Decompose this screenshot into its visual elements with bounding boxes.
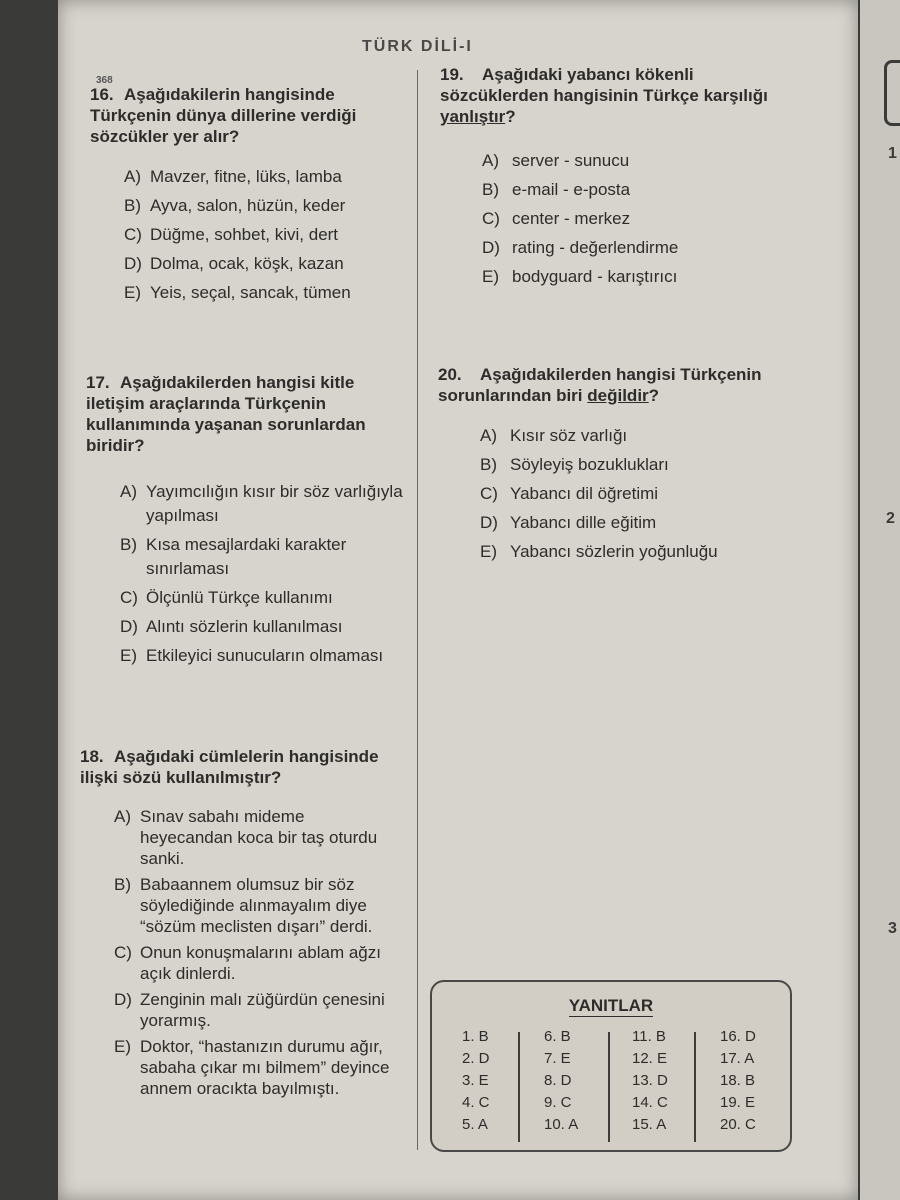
- option-b: B) Ayva, salon, hüzün, keder: [124, 196, 346, 215]
- options-list: [480, 424, 783, 564]
- answer-item: 17. A: [720, 1050, 755, 1067]
- option-b: B) e-mail - e-posta: [482, 180, 631, 199]
- answer-item: 16. D: [720, 1028, 756, 1045]
- option-c: C) Onun konuşmalarını ablam ağzı açık dinlerdi.: [114, 943, 381, 983]
- emphasis-word: yanlıştır: [440, 107, 506, 126]
- answer-divider: [608, 1032, 610, 1142]
- margin-number: 1: [888, 145, 897, 162]
- answer-item: 3. E: [462, 1072, 489, 1089]
- question-stem: 18. Aşağıdaki cümlelerin hangisinde ilişki sözü kullanılmıştır?: [80, 747, 379, 787]
- option-e: E) bodyguard - karıştırıcı: [482, 267, 678, 286]
- option-a: A) Sınav sabahı mideme heyecandan koca bir taş oturdu sanki.: [114, 807, 378, 868]
- answer-column-4: [720, 1026, 756, 1136]
- question-17: [86, 372, 404, 673]
- option-b: B) Kısa mesajlardaki karakter sınırlaması: [120, 535, 347, 578]
- answer-item: 14. C: [632, 1094, 668, 1111]
- option-b: B) Babaannem olumsuz bir söz söylediğinde alınmayalım diye “sözüm meclisten dışarı” derdi.: [114, 875, 373, 936]
- answer-item: 13. D: [632, 1072, 668, 1089]
- emphasis-word: değildir: [587, 386, 649, 405]
- answer-item: 11. B: [632, 1028, 666, 1045]
- answer-column-1: [462, 1026, 490, 1136]
- question-stem: 20. Aşağıdakilerden hangisi Türkçenin sorunlarından biri değildir?: [438, 365, 762, 405]
- option-c: C) Yabancı dil öğretimi: [480, 484, 659, 503]
- option-a: A) Yayımcılığın kısır bir söz varlığıyla yapılması: [120, 482, 403, 525]
- option-d: D) Dolma, ocak, köşk, kazan: [124, 254, 344, 273]
- margin-number: 3: [888, 920, 897, 937]
- margin-number: 2: [886, 510, 895, 527]
- option-e: E) Etkileyici sunucuların olmaması: [120, 646, 384, 665]
- option-d: D) rating - değerlendirme: [482, 238, 679, 257]
- option-a: A) server - sunucu: [482, 151, 630, 170]
- answer-item: 12. E: [632, 1050, 668, 1067]
- option-c: C) Düğme, sohbet, kivi, dert: [124, 225, 339, 244]
- answer-item: 9. C: [544, 1094, 572, 1111]
- options-list: [124, 165, 400, 305]
- page-tab: [884, 60, 900, 126]
- answer-item: 6. B: [544, 1028, 571, 1045]
- option-a: A) Mavzer, fitne, lüks, lamba: [124, 167, 342, 186]
- question-18: [80, 746, 400, 1104]
- option-e: E) Yeis, seçal, sancak, tümen: [124, 283, 351, 302]
- answer-divider: [518, 1032, 520, 1142]
- answer-column-2: [544, 1026, 578, 1136]
- answer-item: 5. A: [462, 1116, 488, 1133]
- answer-item: 4. C: [462, 1094, 490, 1111]
- answer-key-box: [430, 980, 792, 1152]
- page-number: 368: [96, 75, 113, 86]
- options-list: [120, 480, 404, 668]
- option-e: E) Yabancı sözlerin yoğunluğu: [480, 542, 718, 561]
- answer-item: 10. A: [544, 1116, 579, 1133]
- answer-key-title: YANITLAR: [568, 996, 654, 1015]
- column-divider: [417, 70, 418, 1150]
- option-d: D) Zenginin malı züğürdün çenesini yorarmış.: [114, 990, 385, 1030]
- answer-item: 19. E: [720, 1094, 756, 1111]
- option-a: A) Kısır söz varlığı: [480, 426, 628, 445]
- next-page-edge: [860, 0, 900, 1200]
- answer-item: 1. B: [462, 1028, 489, 1045]
- question-stem: 19. Aşağıdaki yabancı kökenli sözcüklerden hangisinin Türkçe karşılığı yanlıştır?: [440, 65, 768, 126]
- page-header-title: TÜRK DİLİ-I: [362, 38, 473, 55]
- option-c: C) Ölçünlü Türkçe kullanımı: [120, 588, 333, 607]
- question-20: [438, 364, 783, 569]
- question-stem: 16. Aşağıdakilerin hangisinde Türkçenin dünya dillerine verdiği sözcükler yer alır?: [90, 85, 357, 146]
- question-19: [440, 64, 785, 294]
- option-e: E) Doktor, “hastanızın durumu ağır, sabaha çıkar mı bilmem” deyince annem oracıkta bayılmıştı.: [114, 1037, 390, 1098]
- answer-item: 7. E: [544, 1050, 571, 1067]
- options-list: [482, 149, 785, 289]
- question-stem: 17. Aşağıdakilerden hangisi kitle iletişim araçlarında Türkçenin kullanımında yaşanan sorunlardan biridir?: [86, 373, 366, 455]
- answer-item: 15. A: [632, 1116, 667, 1133]
- answer-item: 18. B: [720, 1072, 756, 1089]
- options-list: [114, 806, 400, 1099]
- option-c: C) center - merkez: [482, 209, 631, 228]
- option-d: D) Alıntı sözlerin kullanılması: [120, 617, 343, 636]
- option-d: D) Yabancı dille eğitim: [480, 513, 657, 532]
- question-16: [90, 84, 400, 310]
- answer-item: 8. D: [544, 1072, 572, 1089]
- answer-column-3: [632, 1026, 668, 1136]
- option-b: B) Söyleyiş bozuklukları: [480, 455, 669, 474]
- answer-divider: [694, 1032, 696, 1142]
- answer-item: 20. C: [720, 1116, 756, 1133]
- answer-item: 2. D: [462, 1050, 490, 1067]
